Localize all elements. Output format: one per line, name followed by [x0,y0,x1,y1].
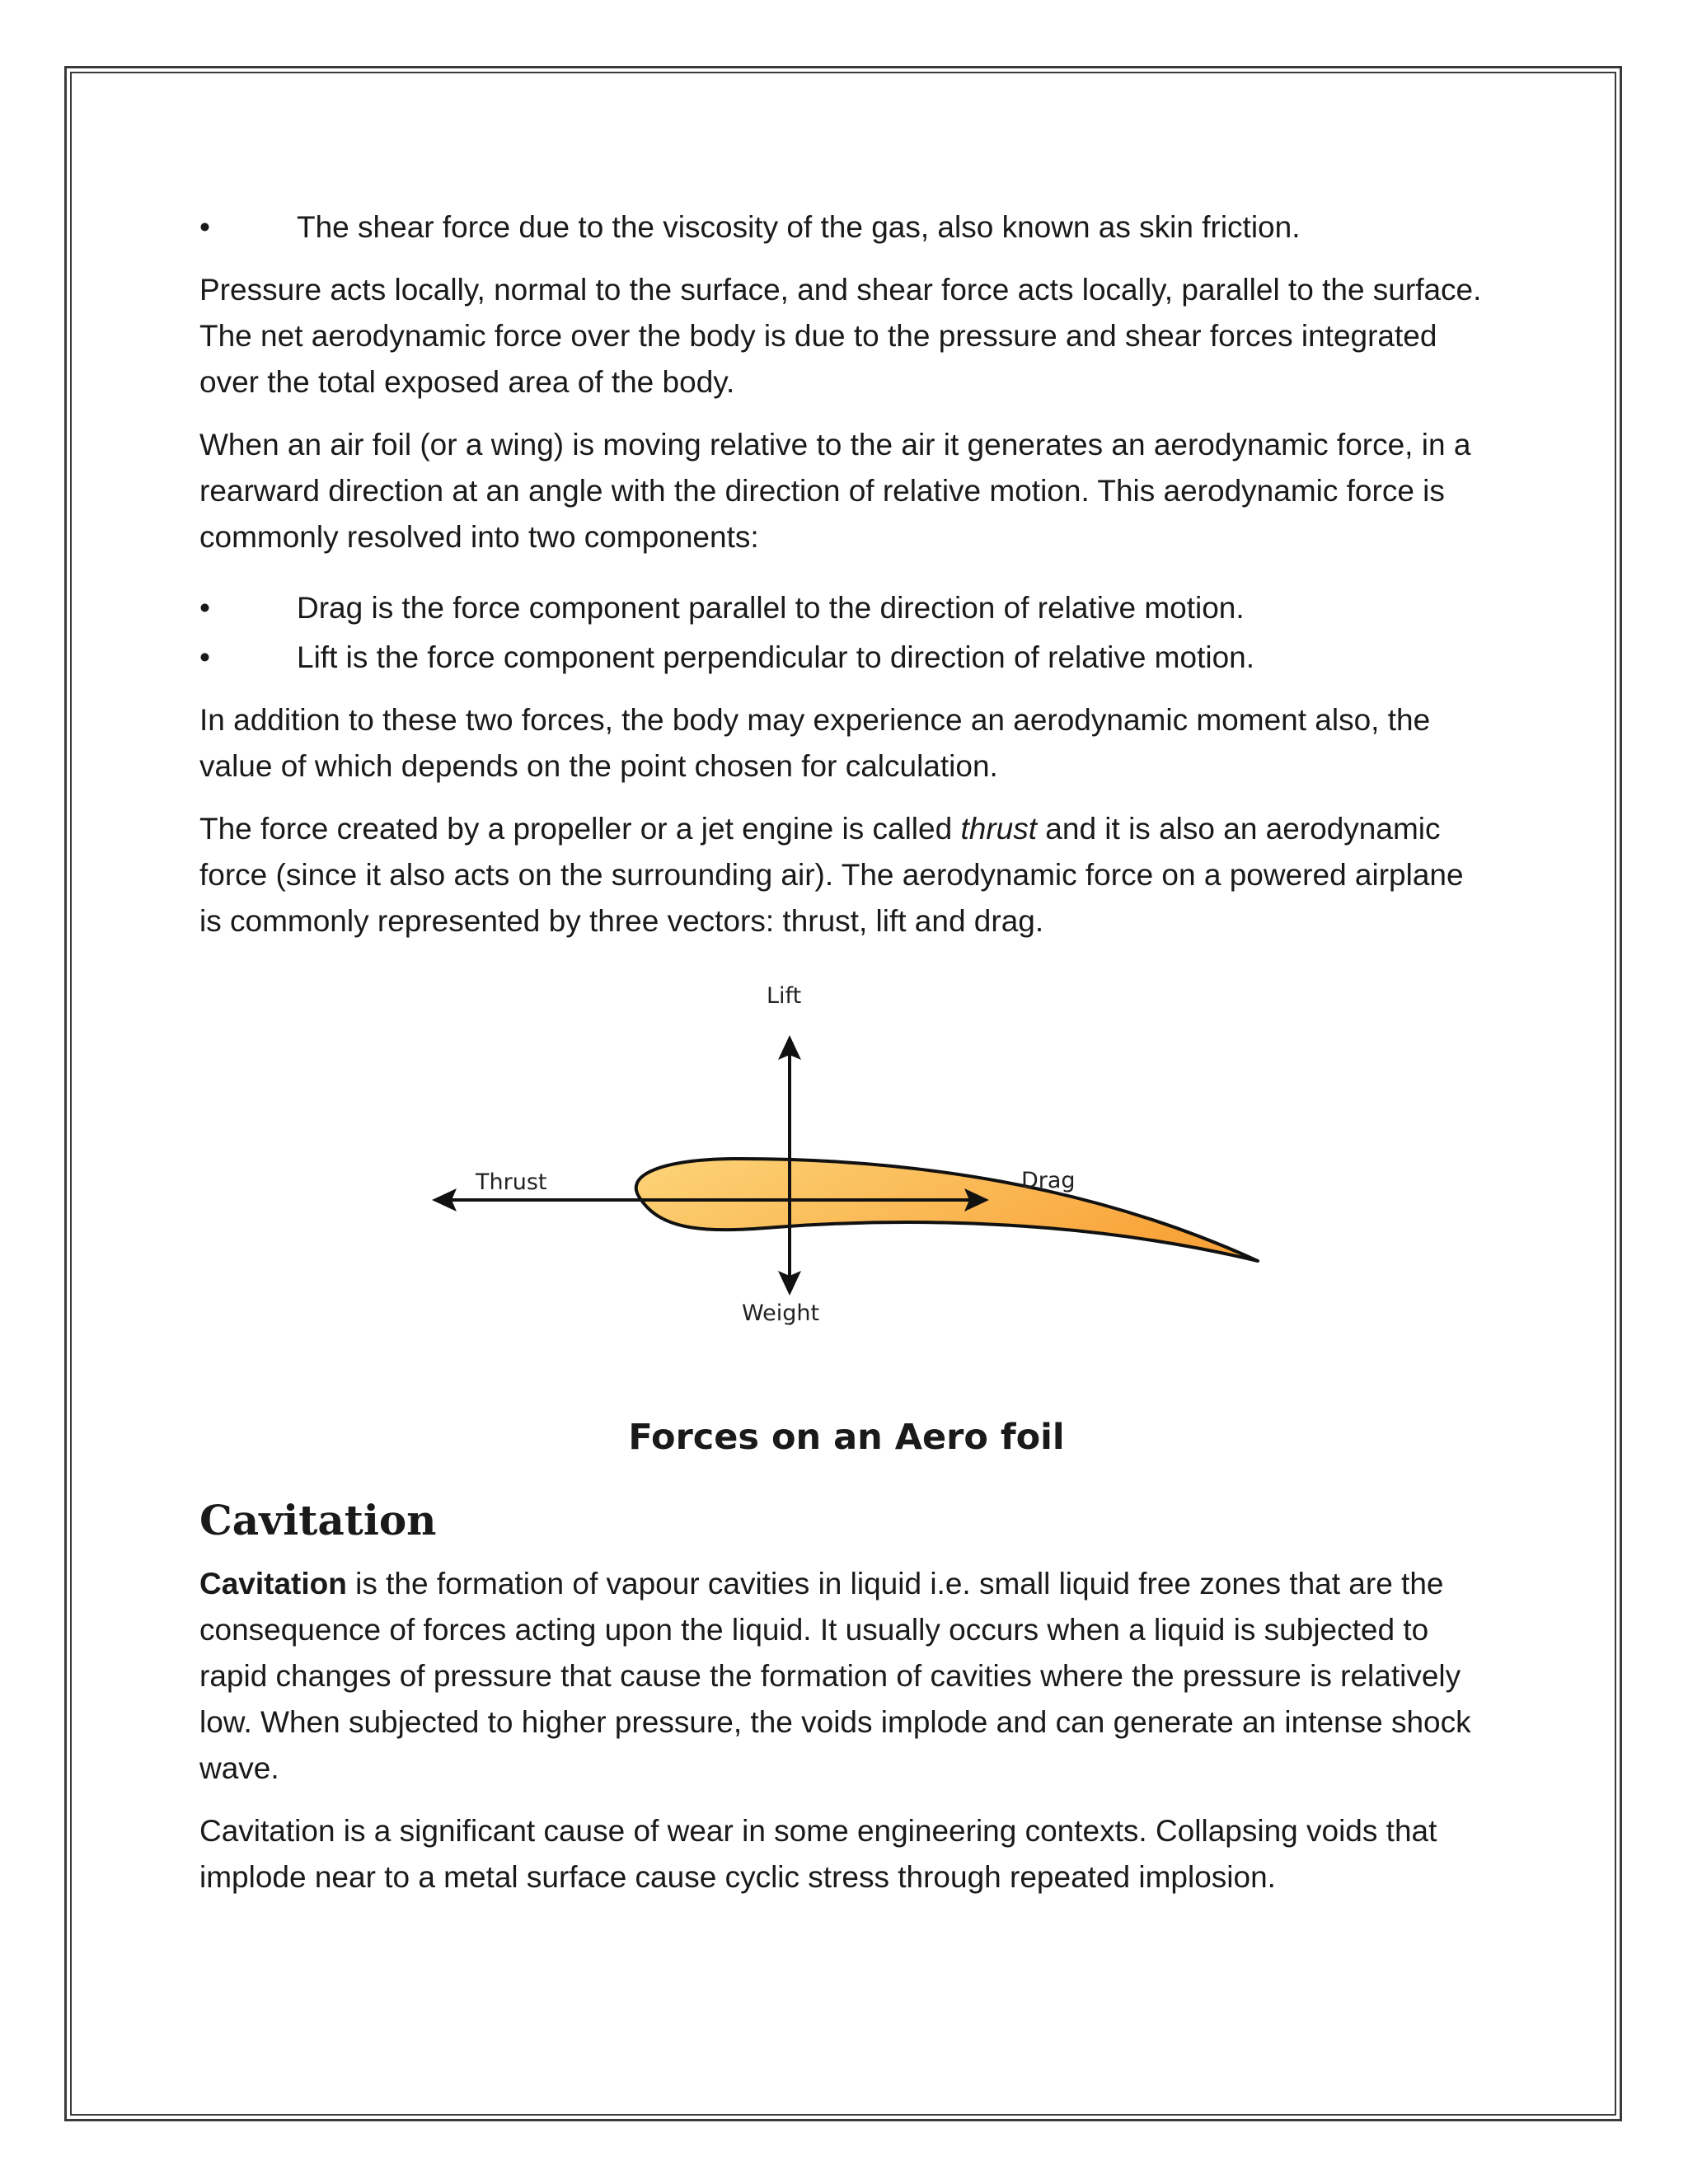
thrust-text-start: The force created by a propeller or a jet engine is called [199,812,961,846]
paragraph-moment: In addition to these two forces, the body may experience an aerodynamic moment also, the value of which depends on the point chosen for calculation. [199,703,1431,783]
thrust-emphasis: thrust [960,812,1038,846]
list-item-text: Drag is the force component parallel to the direction of relative motion. [297,591,1245,625]
list-item [199,204,1493,251]
list-item-text: The shear force due to the viscosity of the gas, also known as skin friction. [297,210,1301,244]
cavitation-term: Cavitation [199,1567,347,1601]
paragraph-cavitation-definition [199,1561,1493,1792]
bullet-icon: • [199,210,210,244]
airfoil-force-diagram [199,968,1493,1330]
thrust-label: Thrust [476,1169,547,1195]
list-item [199,585,1493,631]
drag-label: Drag [1021,1168,1076,1193]
list-item-text: Lift is the force component perpendicular to direction of relative motion. [297,640,1255,674]
cavitation-definition-text: is the formation of vapour cavities in liquid i.e. small liquid free zones that are the consequence of forces acting upon the liquid. It usually occurs when a liquid is subjected to rapid changes of pressure that cause the formation of cavities where the pressure is relatively low. When subjected to higher pressure, the voids implode and can generate an intense shock wave. [199,1567,1471,1785]
airfoil-svg [199,968,1493,1330]
paragraph-pressure: Pressure acts locally, normal to the surface, and shear force acts locally, parallel to the surface. The net aerodynamic force over the body is due to the pressure and shear forces integrated over the total exposed area of the body. [199,273,1482,399]
list-item [199,635,1493,681]
airfoil-shape [636,1159,1258,1261]
section-heading-cavitation: Cavitation [199,1496,437,1544]
thrust-text-end: and it is also an aerodynamic force (since it also acts on the surrounding air). The aerodynamic force on a powered airplane is commonly represented by three vectors: thrust, lift and drag. [199,812,1464,938]
document-body [199,204,1493,1900]
figure-caption: Forces on an Aero foil [628,1417,1065,1458]
paragraph-thrust [199,806,1493,944]
paragraph-airfoil: When an air foil (or a wing) is moving relative to the air it generates an aerodynamic force, in a rearward direction at an angle with the direction of relative motion. This aerodynamic force is commonly resolved into two components: [199,428,1471,554]
weight-label: Weight [742,1301,820,1326]
paragraph-cavitation-wear: Cavitation is a significant cause of wear in some engineering contexts. Collapsing voids that implode near to a metal surface cause cyclic stress through repeated implosion. [199,1814,1437,1894]
lift-label: Lift [767,983,802,1009]
bullet-icon: • [199,591,210,625]
bullet-icon: • [199,640,210,674]
